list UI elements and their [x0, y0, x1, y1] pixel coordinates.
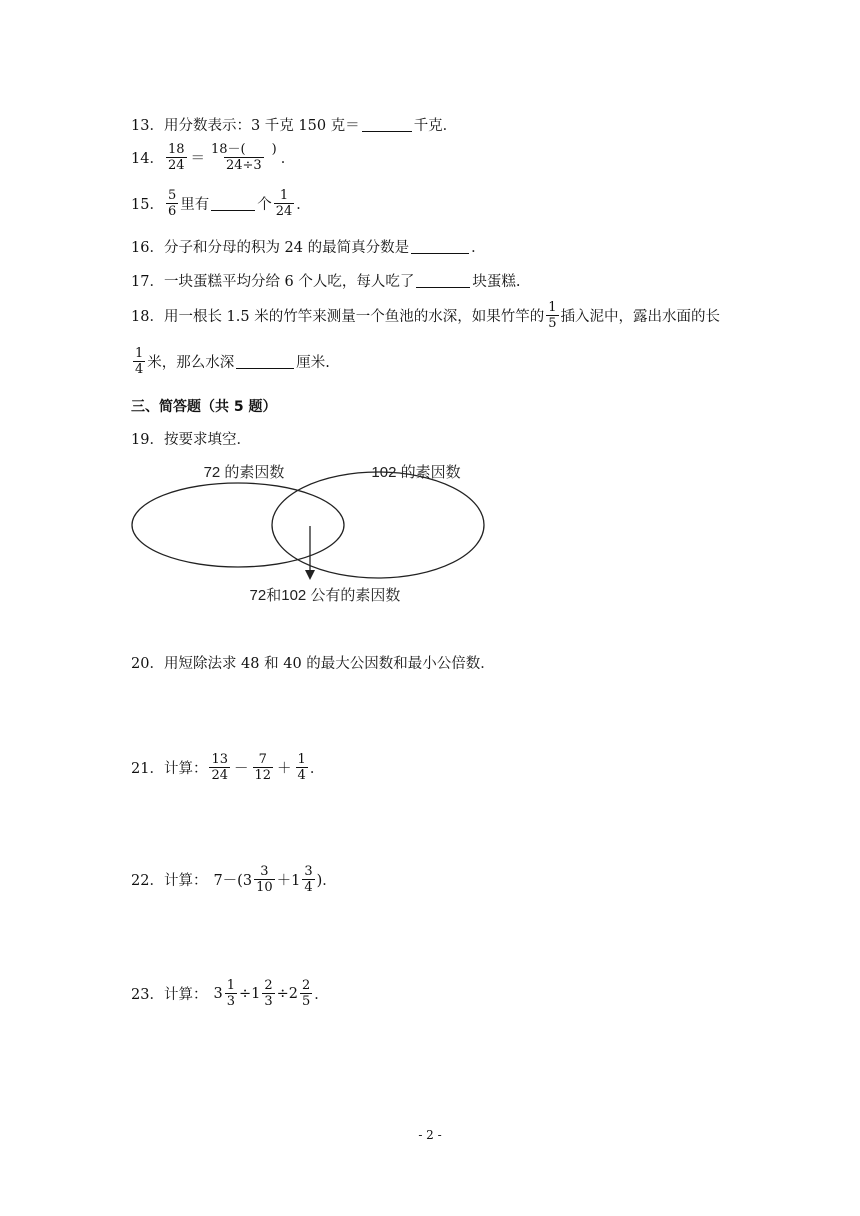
period: ．	[471, 240, 486, 256]
question-20	[131, 652, 495, 673]
fraction	[133, 346, 145, 377]
numerator: 2	[302, 978, 311, 993]
period: ．	[309, 761, 325, 777]
question-text: 分子和分母的积为 24 的最简真分数是	[163, 240, 410, 256]
section-heading: 三、简答题（共 5 题）	[131, 399, 277, 415]
denominator: 12	[254, 768, 272, 783]
fraction	[546, 300, 558, 331]
fraction	[209, 752, 230, 783]
operator: －	[234, 761, 249, 777]
question-text-end: 厘米.	[296, 355, 330, 371]
numerator: 13	[211, 752, 228, 767]
numerator: 1	[226, 978, 235, 993]
question-number: 18．	[131, 309, 164, 325]
question-text: 用分数表示：3 千克 150 克＝	[163, 118, 360, 134]
question-text: 用一根长 1.5 米的竹竿来测量一个鱼池的水深，如果竹竿的	[163, 309, 545, 325]
denominator: 4	[297, 768, 306, 783]
bottom-label: 72和102 公有的素因数	[249, 587, 401, 604]
question-number: 21．	[131, 761, 164, 777]
question-21	[131, 752, 324, 783]
question-22	[131, 864, 337, 895]
denominator: 3	[264, 994, 273, 1009]
question-text: 米，那么水深	[147, 355, 235, 371]
expression-part: ＋1	[276, 873, 301, 889]
period: ．	[296, 197, 311, 213]
numerator: 1	[279, 188, 289, 203]
numerator: 1	[297, 752, 306, 767]
numerator: 2	[264, 978, 273, 993]
page-number: - 2 -	[418, 1128, 442, 1142]
question-number: 14．	[131, 151, 164, 167]
question-text: 按要求填空．	[163, 432, 251, 448]
question-number: 13．	[131, 118, 164, 134]
answer-blank[interactable]	[411, 239, 469, 254]
denominator: 6	[167, 204, 177, 219]
left-ellipse	[132, 483, 344, 567]
question-19	[131, 428, 251, 449]
question-text: 用短除法求 48 和 40 的最大公因数和最小公倍数．	[163, 656, 495, 672]
fraction	[302, 864, 314, 895]
period: ．	[280, 151, 296, 167]
question-14	[131, 142, 295, 173]
question-text-end: 块蛋糕.	[472, 274, 521, 290]
fraction[interactable]	[209, 142, 279, 173]
denominator: 5	[302, 994, 311, 1009]
fraction	[274, 188, 295, 219]
question-17	[131, 270, 521, 291]
question-number: 15．	[131, 197, 164, 213]
question-number: 17．	[131, 274, 164, 290]
question-text: 计算：	[163, 873, 208, 889]
venn-diagram	[128, 450, 498, 610]
expression-part: 7－(3	[213, 873, 253, 889]
question-number: 16．	[131, 240, 164, 256]
question-16	[131, 236, 486, 257]
question-text: 插入泥中，露出水面的长	[560, 309, 721, 325]
fraction	[166, 188, 178, 219]
question-number: 22．	[131, 873, 164, 889]
fraction	[262, 978, 274, 1009]
numerator: 7	[258, 752, 267, 767]
operator: ＋	[277, 761, 292, 777]
denominator: 5	[548, 316, 557, 331]
fraction	[300, 978, 312, 1009]
question-text: 个	[257, 197, 272, 213]
denominator: 4	[135, 362, 144, 377]
numerator: 3	[304, 864, 313, 879]
numerator: 5	[167, 188, 177, 203]
question-18	[131, 300, 720, 331]
denominator: 24	[275, 204, 293, 219]
question-23	[131, 978, 329, 1009]
answer-blank[interactable]	[416, 273, 470, 288]
right-label: 102 的素因数	[371, 464, 461, 481]
numerator[interactable]: 18－( )	[211, 142, 277, 157]
question-text: 计算：	[163, 761, 208, 777]
numerator: 18	[167, 142, 185, 157]
question-text: 里有	[180, 197, 210, 213]
question-text-end: 千克．	[413, 118, 458, 134]
numerator: 1	[135, 346, 144, 361]
fraction	[166, 142, 187, 173]
expression-end: )．	[316, 873, 337, 889]
right-ellipse	[272, 472, 484, 578]
question-13	[131, 114, 457, 135]
question-15	[131, 188, 311, 219]
question-18-line2	[131, 346, 330, 377]
answer-blank[interactable]	[236, 354, 294, 369]
answer-blank[interactable]	[211, 196, 255, 211]
fraction	[225, 978, 237, 1009]
period: ．	[314, 987, 329, 1003]
denominator: 3	[226, 994, 235, 1009]
denominator: 24	[211, 768, 228, 783]
denominator: 24	[167, 158, 185, 173]
left-label: 72 的素因数	[203, 464, 285, 481]
question-number: 20．	[131, 656, 164, 672]
whole-number: 3	[213, 985, 223, 1002]
question-text: 计算：	[163, 987, 208, 1003]
fraction	[253, 752, 274, 783]
operator: ÷1	[238, 985, 261, 1002]
answer-blank[interactable]	[362, 117, 412, 132]
question-number: 19．	[131, 432, 164, 448]
question-number: 23．	[131, 987, 164, 1003]
arrow-head	[305, 570, 315, 580]
numerator: 3	[260, 864, 269, 879]
denominator: 24÷3	[225, 158, 262, 173]
fraction	[254, 864, 275, 895]
equals-sign: ＝	[190, 151, 205, 167]
question-text: 一块蛋糕平均分给 6 个人吃，每人吃了	[163, 274, 415, 290]
operator: ÷2	[276, 985, 298, 1002]
denominator: 10	[256, 880, 273, 895]
fraction	[296, 752, 308, 783]
numerator: 1	[548, 300, 557, 315]
denominator: 4	[304, 880, 313, 895]
